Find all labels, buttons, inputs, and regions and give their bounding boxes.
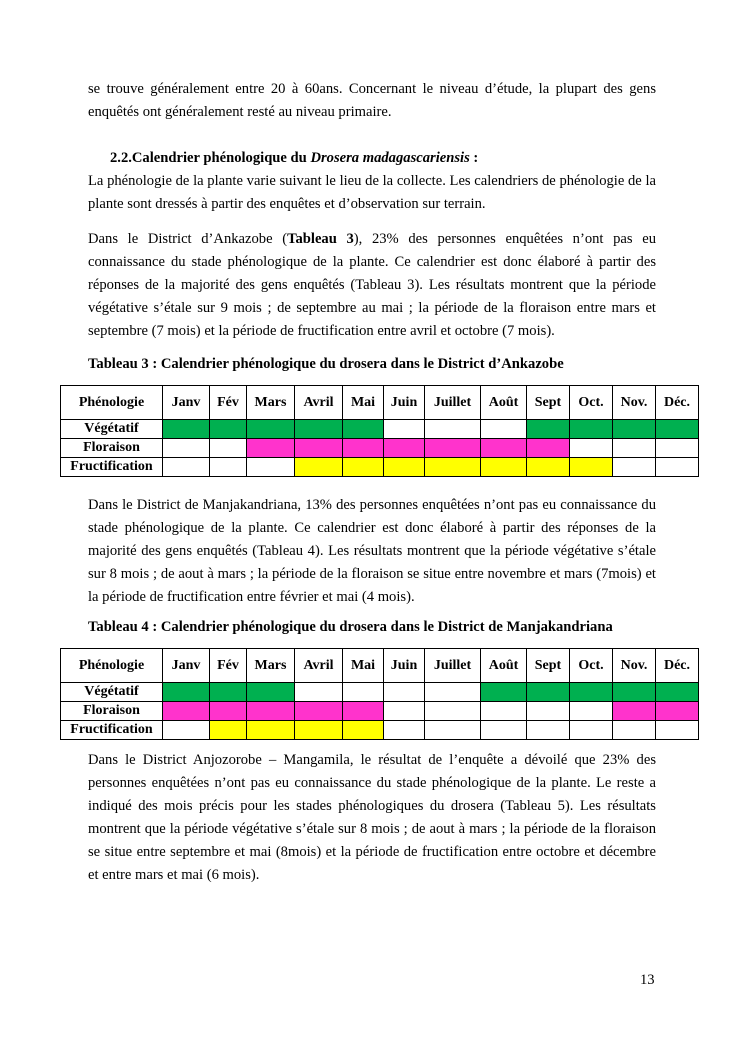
month-cell [343,439,384,458]
heading-text: 2.2.Calendrier phénologique du [110,150,311,166]
month-cell [527,439,570,458]
month-cell [656,683,699,702]
text: Dans le District d’Ankazobe ( [88,231,288,247]
column-header: Déc. [656,386,699,420]
month-cell [210,458,247,477]
month-cell [247,458,295,477]
column-header: Phénologie [61,386,163,420]
column-header: Oct. [570,386,613,420]
month-cell [210,420,247,439]
column-header: Août [481,386,527,420]
column-header: Juillet [425,386,481,420]
column-header: Nov. [613,386,656,420]
month-cell [247,721,295,740]
month-cell [384,702,425,721]
month-cell [527,420,570,439]
month-cell [247,420,295,439]
month-cell [295,683,343,702]
month-cell [343,702,384,721]
column-header: Juin [384,386,425,420]
month-cell [343,721,384,740]
month-cell [384,683,425,702]
heading-species: Drosera madagascariensis [310,150,470,166]
month-cell [613,702,656,721]
table4 [60,648,699,740]
heading-suffix: : [469,150,479,166]
month-cell [613,439,656,458]
column-header: Fév [210,386,247,420]
month-cell [527,702,570,721]
month-cell [295,721,343,740]
month-cell [343,458,384,477]
month-cell [481,721,527,740]
row-label: Fructification [61,458,163,477]
month-cell [613,721,656,740]
table-ref: Tableau 3 [287,231,354,247]
month-cell [163,458,210,477]
month-cell [481,420,527,439]
month-cell [210,683,247,702]
month-cell [570,721,613,740]
column-header: Mai [343,649,384,683]
column-header: Déc. [656,649,699,683]
month-cell [343,420,384,439]
month-cell [384,721,425,740]
month-cell [163,702,210,721]
month-cell [425,721,481,740]
column-header: Juillet [425,649,481,683]
column-header: Avril [295,649,343,683]
month-cell [295,420,343,439]
table3 [60,385,699,477]
month-cell [613,683,656,702]
month-cell [481,683,527,702]
table-row [61,439,699,458]
page-number: 13 [640,972,655,988]
month-cell [425,458,481,477]
month-cell [570,420,613,439]
column-header: Mai [343,386,384,420]
paragraph-intro: se trouve généralement entre 20 à 60ans. Concernant le niveau d’étude, la plupart des gens enquêtés ont généralement resté au niveau primaire. [88,81,656,120]
month-cell [481,458,527,477]
month-cell [247,702,295,721]
month-cell [210,439,247,458]
column-header: Phénologie [61,649,163,683]
month-cell [527,458,570,477]
month-cell [295,458,343,477]
paragraph-anjozorobe: Dans le District Anjozorobe – Mangamila, le résultat de l’enquête a dévoilé que 23% des personnes enquêtées n’ont pas eu connaissance du stade phénologique de la plante. Le reste a indiqué des mois précis pour les stades phénologiques du drosera (Tableau 5). Les résultats montrent que la période végétative s’étale sur 8 mois ; de aout à mars ; la période de la floraison se situe entre septembre et mai (8mois) et la période de fructification entre octobre et décembre et entre mars et mai (6 mois). [88,752,656,883]
table-row [61,683,699,702]
column-header: Sept [527,386,570,420]
table-row [61,458,699,477]
month-cell [210,721,247,740]
month-cell [163,683,210,702]
month-cell [527,683,570,702]
row-label: Floraison [61,702,163,721]
month-cell [570,683,613,702]
column-header: Fév [210,649,247,683]
column-header: Juin [384,649,425,683]
month-cell [656,721,699,740]
month-cell [247,683,295,702]
month-cell [384,439,425,458]
row-label: Végétatif [61,420,163,439]
month-cell [384,420,425,439]
table-row [61,721,699,740]
month-cell [295,439,343,458]
column-header: Avril [295,386,343,420]
month-cell [163,439,210,458]
month-cell [656,439,699,458]
month-cell [570,702,613,721]
month-cell [613,458,656,477]
table-row [61,420,699,439]
column-header: Janv [163,649,210,683]
month-cell [527,721,570,740]
month-cell [384,458,425,477]
section-heading [110,150,478,167]
column-header: Sept [527,649,570,683]
month-cell [656,458,699,477]
month-cell [163,721,210,740]
paragraph-ankazobe [88,228,656,343]
table-row [61,702,699,721]
month-cell [570,458,613,477]
paragraph-manjakandriana: Dans le District de Manjakandriana, 13% des personnes enquêtées n’ont pas eu connaissance du stade phénologique de la plante. Ce calendrier est donc élaboré à partir des réponses de la majorité des gens enquêtés (Tableau 4). Les résultats montrent que la période végétative s’étale sur 8 mois ; de aout à mars ; la période de la floraison se situe entre novembre et mars (7mois) et la période de fructification entre février et mai (4 mois). [88,497,656,605]
month-cell [425,683,481,702]
month-cell [210,702,247,721]
text: ), 23% des personnes enquêtées n’ont pas eu connaissance du stade phénologique de la plante. Ce calendrier est donc élaboré à partir des réponses de la majorité des gens enquêtés (Tableau 3). Les résultats montrent que la période végétative s’étale sur 9 mois ; de septembre au mai ; la période de la floraison entre mars et septembre (7 mois) et la période de fructification entre avril et octobre (7 mois). [88,231,656,339]
month-cell [343,683,384,702]
month-cell [656,420,699,439]
month-cell [425,702,481,721]
paragraph-phenology: La phénologie de la plante varie suivant le lieu de la collecte. Les calendriers de phénologie de la plante sont dressés à partir des enquêtes et d’observation sur terrain. [88,173,656,212]
month-cell [247,439,295,458]
month-cell [613,420,656,439]
column-header: Janv [163,386,210,420]
month-cell [163,420,210,439]
table3-caption: Tableau 3 : Calendrier phénologique du drosera dans le District d’Ankazobe [88,356,564,372]
column-header: Oct. [570,649,613,683]
row-label: Floraison [61,439,163,458]
month-cell [425,439,481,458]
month-cell [295,702,343,721]
column-header: Mars [247,386,295,420]
column-header: Août [481,649,527,683]
month-cell [481,439,527,458]
table4-caption: Tableau 4 : Calendrier phénologique du drosera dans le District de Manjakandriana [88,619,613,635]
month-cell [656,702,699,721]
month-cell [570,439,613,458]
column-header: Mars [247,649,295,683]
row-label: Fructification [61,721,163,740]
row-label: Végétatif [61,683,163,702]
column-header: Nov. [613,649,656,683]
month-cell [425,420,481,439]
month-cell [481,702,527,721]
